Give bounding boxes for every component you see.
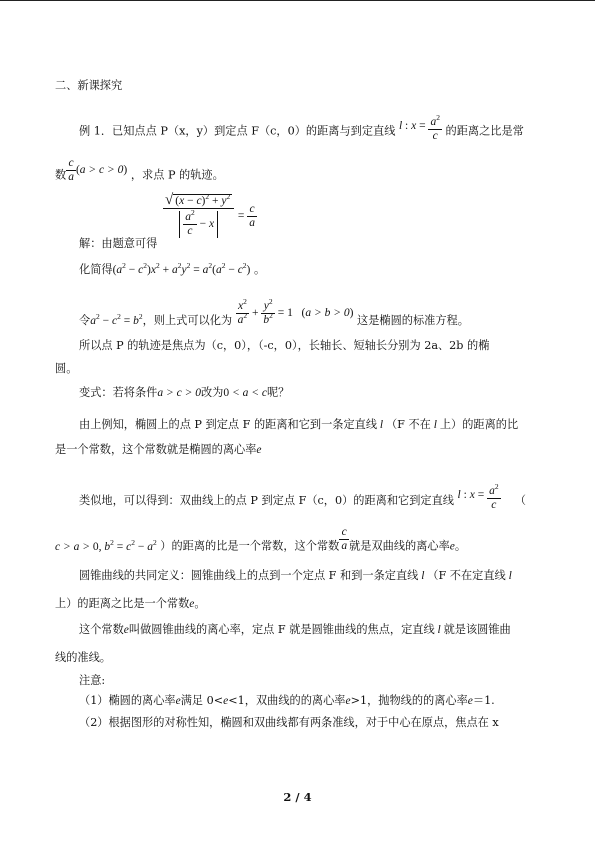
line-l-symbol: l [434,624,444,636]
variant-line [79,385,289,401]
p3-text-c: 就是该圆锥曲 [443,623,511,636]
simplify-end: 。 [253,263,266,276]
simplify-line [79,262,265,278]
note-2: （2）根据图形的对称性知，椭圆和双曲线都有两条准线，对于中心在原点，焦点在 x [79,716,499,729]
let-text: 令 [79,314,91,328]
paragraph-1-line-2 [55,442,262,458]
c-over-a-fraction-2: $\frac{c}{a}$ [341,526,348,552]
p1-text-b: （F 不在 [385,418,431,431]
equation-equals: = [237,210,248,222]
hyperbola-directrix-formula: l : x = $\frac{a^2}{c}$ [457,482,499,511]
p2-text-b: （ [514,494,526,508]
variant-suffix: 呢？ [266,386,290,399]
line-l-symbol: l [430,419,440,431]
directrix-x: x [411,119,417,132]
directrix-fraction: $\frac{a^2}{c}$ [430,113,440,142]
def-text-b: （F 不在定直线 [427,569,506,582]
line-l-symbol: l [377,419,386,431]
conclusion-line-2: 圆。 [55,362,78,375]
ratio-fraction: $\frac{c}{a}$ [68,157,74,183]
note-1 [79,693,495,709]
variant-mid: 改为 [200,386,224,399]
paragraph-2-line-2 [55,526,467,560]
eccentricity-symbol: e [123,624,129,636]
let-end-text: 这是椭圆的标准方程。 [357,314,469,328]
distance-equation [163,194,257,238]
line-l-symbol: l [505,570,512,582]
directrix-eq: = [416,119,429,132]
example-text-c: 数 [55,168,67,182]
definition-line-2 [55,596,206,612]
eccentricity-symbol: e [223,695,229,707]
variant-prefix: 变式：若将条件 [79,386,158,399]
example-line-2 [55,157,224,189]
solution-label: 解：由题意可得 [79,237,158,250]
c-over-a-fraction: $\frac{c}{a}$ [249,202,255,229]
p1-text-d: 是一个常数，这个常数就是椭圆的离心率 [55,443,257,456]
directrix-formula: l [398,119,403,132]
let-line [79,297,469,335]
eccentricity-symbol: e [345,695,351,707]
p2-text-d: 就是双曲线的离心率 [349,539,450,553]
p3-text-a: 这个常数 [79,623,124,636]
variant-old-condition: a > c > 0 [157,387,201,399]
directrix-colon: : [402,119,412,132]
eccentricity-symbol: e [175,695,181,707]
ratio-condition: (a > c > 0) [75,163,128,176]
note1-text-d: >1，抛物线的的离心率 [350,694,468,707]
example-line-1 [79,113,524,145]
definition-line-1 [79,568,512,584]
p1-text-a: 由上例知，椭圆上的点 P 到定点 F 的距离和它到一条定直线 [79,418,378,431]
def-text-a: 圆锥曲线的共同定义：圆锥曲线上的点到一个定点 F 和到一条定直线 [79,569,419,582]
distance-ratio-fraction: √ $(x - c)^2 + y^2$ $\frac{a^2}{c}$ − x [163,194,234,238]
note1-text-b: 满足 0< [180,694,224,707]
line-l-symbol: l [418,570,428,582]
ellipse-standard-equation: $\frac{x^2}{a^2}$ + $\frac{y^2}{b^2}$ = 1 (a > b > 0) [237,297,354,326]
paragraph-2-line-1 [79,482,526,515]
eccentricity-symbol: e [256,444,262,456]
example-text-d: ，求点 P 的轨迹。 [130,168,224,182]
def-text-d: 。 [194,597,206,610]
section-title: 二、新课探究 [55,79,123,92]
notes-title: 注意: [79,674,106,687]
simplified-equation: $(a^2 - c^2)x^2 + a^2y^2 = a^2(a^2 - c^2)$ [112,261,251,276]
p2-text-e: 。 [454,539,467,553]
p2-text-c: ）的距离的比是一个常数，这个常数 [160,539,340,553]
note1-text-c: <1，双曲线的的离心率 [228,694,346,707]
eccentricity-symbol: e [189,598,195,610]
note1-text-e: ＝1. [472,694,495,707]
note1-text-a: （1）椭圆的离心率 [79,694,176,707]
variant-new-condition: 0 < a < c [223,387,267,399]
eccentricity-symbol: e [449,540,455,553]
top-rule [0,0,595,1]
p1-text-c: 上）的距离的比 [439,418,519,431]
hyperbola-condition: c > a > 0, $b^2 = c^2 - a^2$ [55,537,157,553]
eccentricity-symbol: e [467,695,473,707]
b-definition: $a^2 - c^2 = b^2$ [90,312,143,328]
example-text-b: 的距离之比是常 [445,124,524,138]
page-number: 2 / 4 [283,790,312,804]
def-text-c: 上）的距离之比是一个常数 [55,597,190,610]
let-mid-text: ，则上式可以化为 [142,314,233,328]
paragraph-3-line-1 [79,622,511,638]
paragraph-1-line-1 [79,417,518,433]
p3-text-b: 叫做圆锥曲线的离心率，定点 F 就是圆锥曲线的焦点，定直线 [128,623,435,636]
paragraph-3-line-2: 线的准线。 [55,651,111,664]
p2-text-a: 类似地，可以得到：双曲线上的点 P 到定点 F（c，0）的距离和它到定直线 [79,494,454,508]
example-text-a: 例 1．已知点点 P（x，y）到定点 F（c，0）的距离与到定直线 [79,124,396,138]
simplify-text: 化简得 [79,263,113,276]
conclusion-line-1: 所以点 P 的轨迹是焦点为（c，0），（-c，0），长轴长、短轴长分别为 2a、2b 的椭 [79,339,490,352]
